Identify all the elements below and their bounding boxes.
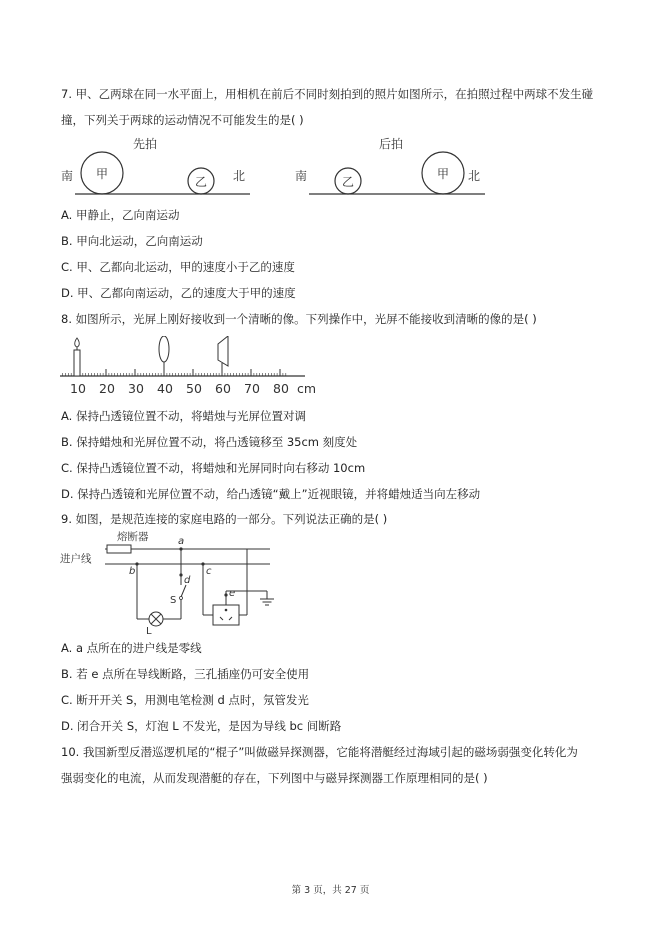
candle-icon	[74, 338, 80, 376]
q9-option-b: B. 若 e 点所在导线断路，三孔插座仍可安全使用	[61, 667, 310, 681]
q7-option-c: C. 甲、乙都向北运动，甲的速度小于乙的速度	[61, 260, 295, 274]
q9-option-d: D. 闭合开关 S，灯泡 L 不发光，是因为导线 bc 间断路	[61, 719, 342, 733]
bench-tick-label: 80	[273, 381, 289, 396]
q8-option-c: C. 保持凸透镜位置不动，将蜡烛和光屏同时向右移动 10cm	[61, 461, 366, 475]
q7-stem-line2: 撞，下列关于两球的运动情况不可能发生的是( )	[61, 113, 304, 127]
ground-icon	[260, 599, 274, 605]
bench-tick-label: 40	[157, 381, 173, 396]
bench-tick-label: 30	[128, 381, 144, 396]
q7-left-south: 南	[61, 169, 74, 183]
three-hole-socket-icon	[213, 605, 239, 625]
convex-lens-icon	[159, 336, 169, 376]
q7-right-title: 后拍	[379, 137, 404, 151]
bench-tick-label: 10	[70, 381, 86, 396]
page-footer: 第 3 页，共 27 页	[291, 885, 370, 896]
q8-stem: 8. 如图所示，光屏上刚好接收到一个清晰的像。下列操作中，光屏不能接收到清晰的像的是( )	[61, 312, 537, 326]
q7-stem-line1: 7. 甲、乙两球在同一水平面上，用相机在前后不同时刻拍到的照片如图所示，在拍照过程中两球不发生碰	[61, 87, 594, 101]
q10-stem-line2: 强弱变化的电流，从而发现潜艇的存在，下列图中与磁异探测器工作原理相同的是( )	[61, 771, 488, 785]
switch-icon	[180, 585, 187, 600]
q7-left-ball-b: 乙	[195, 175, 208, 189]
q9-circuit-figure	[55, 529, 295, 639]
q7-option-a: A. 甲静止，乙向南运动	[61, 208, 180, 222]
q9-label-a: a	[178, 536, 185, 547]
q8-option-d: D. 保持凸透镜和光屏位置不动，给凸透镜“戴上”近视眼镜，并将蜡烛适当向左移动	[61, 487, 481, 501]
bench-tick-label: 70	[244, 381, 260, 396]
q7-option-b: B. 甲向北运动，乙向南运动	[61, 234, 203, 248]
q9-label-l: L	[146, 626, 152, 637]
q7-option-d: D. 甲、乙都向南运动，乙的速度大于甲的速度	[61, 286, 296, 300]
q9-label-s: S	[170, 595, 177, 606]
q8-option-b: B. 保持蜡烛和光屏位置不动，将凸透镜移至 35cm 刻度处	[61, 435, 358, 449]
q9-label-c: c	[206, 566, 212, 577]
q7-left-north: 北	[233, 169, 246, 183]
q8-unit-label: cm	[297, 381, 317, 396]
q8-optical-bench-figure	[55, 336, 325, 398]
bench-tick-label: 60	[215, 381, 231, 396]
q9-option-c: C. 断开开关 S，用测电笔检测 d 点时，氖管发光	[61, 693, 309, 707]
q9-label-e: e	[229, 588, 236, 599]
q7-right-south: 南	[295, 169, 308, 183]
q7-left-title: 先拍	[133, 137, 158, 151]
q7-figure	[55, 134, 495, 204]
q9-stem: 9. 如图，是规范连接的家庭电路的一部分。下列说法正确的是( )	[61, 512, 388, 526]
bench-tick-label: 20	[99, 381, 115, 396]
q8-option-a: A. 保持凸透镜位置不动，将蜡烛与光屏位置对调	[61, 409, 306, 423]
q7-right-ball-b: 乙	[342, 175, 355, 189]
q9-option-a: A. a 点所在的进户线是零线	[61, 641, 202, 655]
lamp-icon	[149, 612, 163, 626]
light-screen-icon	[218, 336, 228, 376]
fuse-icon	[107, 545, 131, 553]
q7-right-ball-a: 甲	[437, 167, 450, 181]
bench-tick-label: 50	[186, 381, 202, 396]
q9-label-d: d	[184, 575, 191, 586]
q10-stem-line1: 10. 我国新型反潜巡逻机尾的“棍子”叫做磁异探测器，它能将潜艇经过海域引起的磁场弱强变化转化为	[61, 745, 578, 759]
q7-right-north: 北	[468, 169, 481, 183]
q7-left-ball-a: 甲	[96, 167, 109, 181]
q9-label-b: b	[129, 566, 136, 577]
q9-fuse-label: 熔断器	[117, 531, 149, 543]
q9-inlet-label: 进户线	[60, 553, 92, 565]
